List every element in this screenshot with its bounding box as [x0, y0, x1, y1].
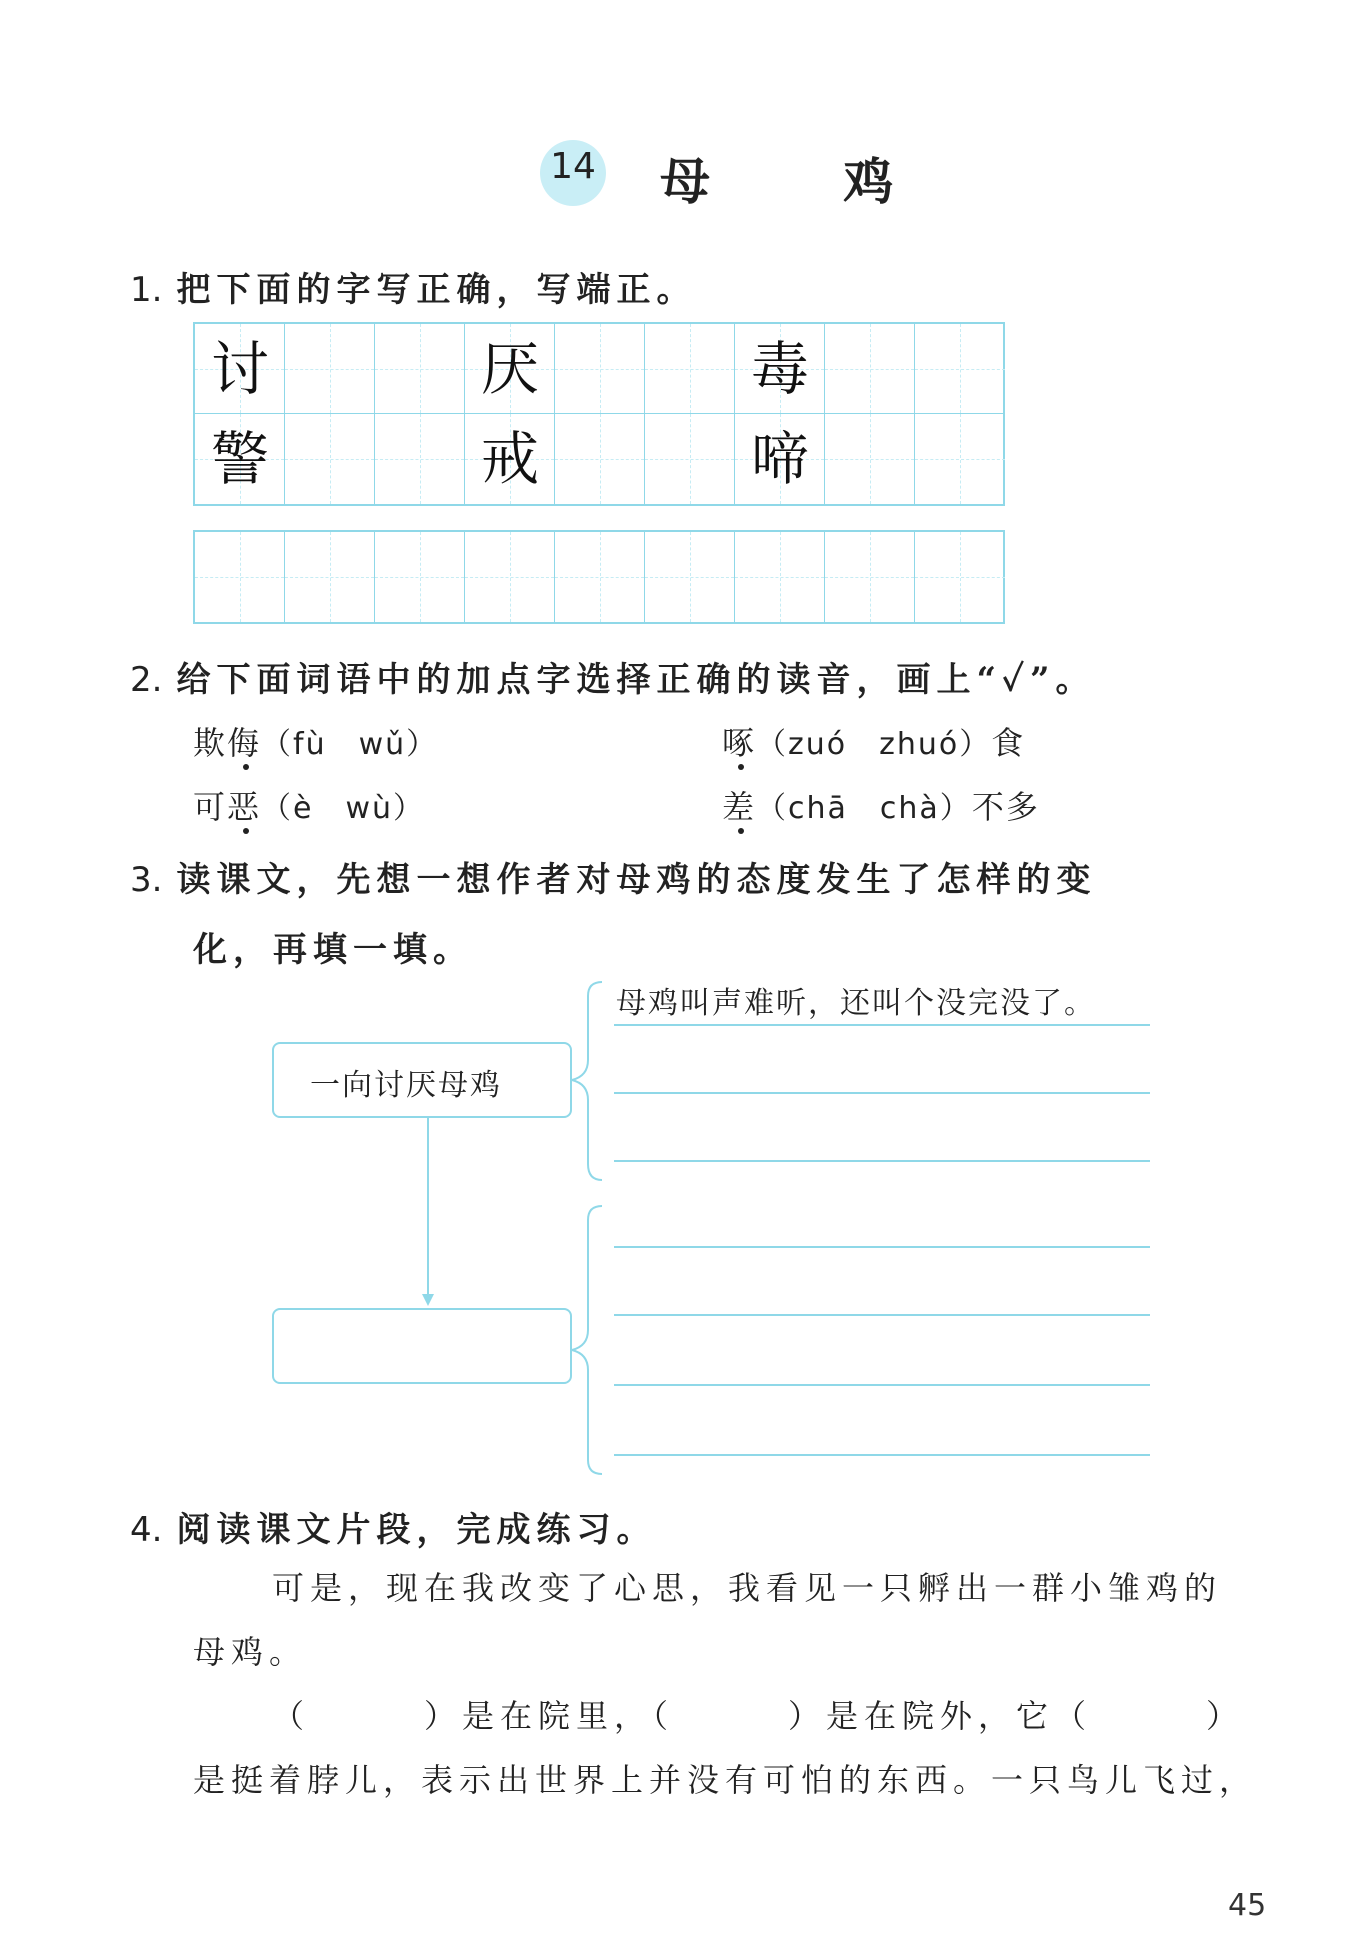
- answer-line[interactable]: [614, 1024, 1150, 1026]
- pinyin-options[interactable]: （zuó zhuó）: [756, 727, 992, 762]
- attitude-box-before-text: 一向讨厌母鸡: [310, 1068, 502, 1103]
- lesson-number: 14: [550, 146, 596, 187]
- answer-line[interactable]: [614, 1092, 1150, 1094]
- answer-line[interactable]: [614, 1384, 1150, 1386]
- attitude-box-after[interactable]: [272, 1308, 572, 1384]
- lesson-title: 母 鸡: [660, 152, 952, 211]
- passage-line: 是挺着脖儿，表示出世界上并没有可怕的东西。一只鸟儿飞过，: [193, 1761, 1258, 1799]
- answer-line[interactable]: [614, 1160, 1150, 1162]
- page-number: 45: [1228, 1888, 1267, 1923]
- model-character: 毒: [750, 335, 809, 403]
- word: 欺侮: [193, 724, 262, 762]
- model-character: 讨: [210, 335, 269, 403]
- question-2-prompt: 给下面词语中的加点字选择正确的读音，画上“✓”。: [176, 660, 1096, 700]
- question-4-number: 4.: [130, 1510, 163, 1550]
- question-3-number: 3.: [130, 860, 163, 900]
- word: 差: [722, 788, 757, 826]
- word: 可恶: [193, 788, 262, 826]
- answer-line[interactable]: [614, 1454, 1150, 1456]
- question-4-prompt: 阅读课文片段，完成练习。: [176, 1510, 657, 1550]
- answer-line[interactable]: [614, 1246, 1150, 1248]
- model-character: 厌: [480, 335, 539, 403]
- question-3-prompt-line2: 化，再填一填。: [193, 930, 473, 970]
- question-1-prompt: 把下面的字写正确，写端正。: [176, 270, 697, 310]
- answer-line[interactable]: [614, 1314, 1150, 1316]
- example-answer: 母鸡叫声难听，还叫个没完没了。: [616, 986, 1096, 1021]
- word-suffix: 不多: [971, 788, 1040, 826]
- passage-line: 可是，现在我改变了心思，我看见一只孵出一群小雏鸡的: [272, 1569, 1223, 1607]
- pinyin-options[interactable]: （chā chà）: [756, 791, 972, 826]
- pinyin-options[interactable]: （fù wǔ）: [261, 727, 439, 762]
- passage-fill-blank-line[interactable]: （ ）是在院里，（ ）是在院外，它（ ）: [272, 1697, 1245, 1735]
- model-character: 啼: [750, 425, 809, 493]
- word: 啄: [722, 724, 757, 762]
- question-1-number: 1.: [130, 270, 163, 310]
- model-character: 警: [210, 425, 269, 493]
- question-3-prompt-line1: 读课文，先想一想作者对母鸡的态度发生了怎样的变: [176, 860, 1097, 900]
- question-4: [130, 1502, 656, 1551]
- pinyin-options[interactable]: （è wù）: [261, 791, 426, 826]
- word-suffix: 食: [991, 724, 1026, 762]
- model-character: 戒: [480, 425, 539, 493]
- question-2-number: 2.: [130, 660, 163, 700]
- passage-line: 母鸡。: [193, 1633, 308, 1671]
